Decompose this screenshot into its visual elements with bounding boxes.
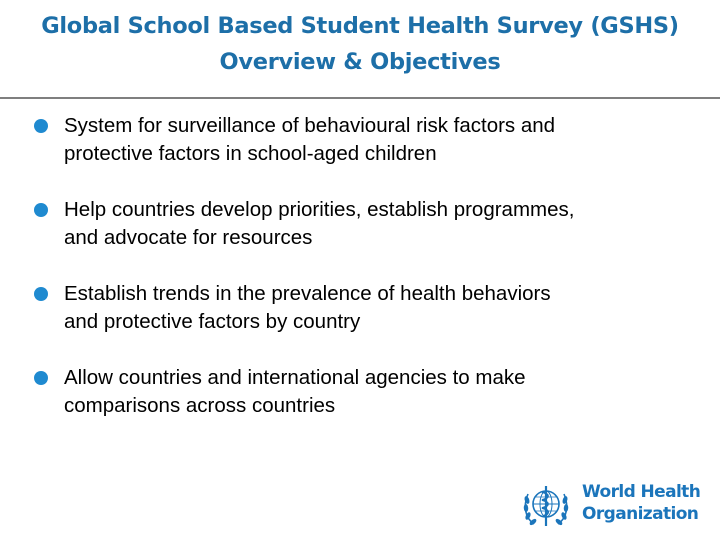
bullet-list <box>34 112 704 448</box>
slide-title <box>0 8 720 80</box>
bullet-dot-icon <box>34 371 48 385</box>
bullet-text-line1: System for surveillance of behavioural risk factors and <box>64 114 556 137</box>
bullet-text-line2: and advocate for resources <box>64 226 313 249</box>
bullet-dot-icon <box>34 203 48 217</box>
bullet-dot-icon <box>34 119 48 133</box>
who-logo-text <box>582 481 700 525</box>
bullet-item <box>34 112 704 168</box>
bullet-text-line2: protective factors in school-aged children <box>64 142 437 165</box>
title-divider <box>0 97 720 99</box>
who-logo-line2: Organization <box>582 504 699 524</box>
bullet-text-line2: and protective factors by country <box>64 310 361 333</box>
bullet-text-line1: Allow countries and international agencies to make <box>64 366 526 389</box>
bullet-item <box>34 196 704 252</box>
who-emblem-icon <box>520 480 572 530</box>
bullet-item <box>34 280 704 336</box>
bullet-text-line1: Establish trends in the prevalence of health behaviors <box>64 282 551 305</box>
who-logo <box>520 478 700 528</box>
bullet-text-line1: Help countries develop priorities, establish programmes, <box>64 198 575 221</box>
slide-title-line2: Overview & Objectives <box>219 49 501 75</box>
who-logo-line1: World Health <box>582 482 701 502</box>
bullet-dot-icon <box>34 287 48 301</box>
bullet-text-line2: comparisons across countries <box>64 394 336 417</box>
slide-title-line1: Global School Based Student Health Survey (GSHS) <box>41 13 679 39</box>
bullet-item <box>34 364 704 420</box>
